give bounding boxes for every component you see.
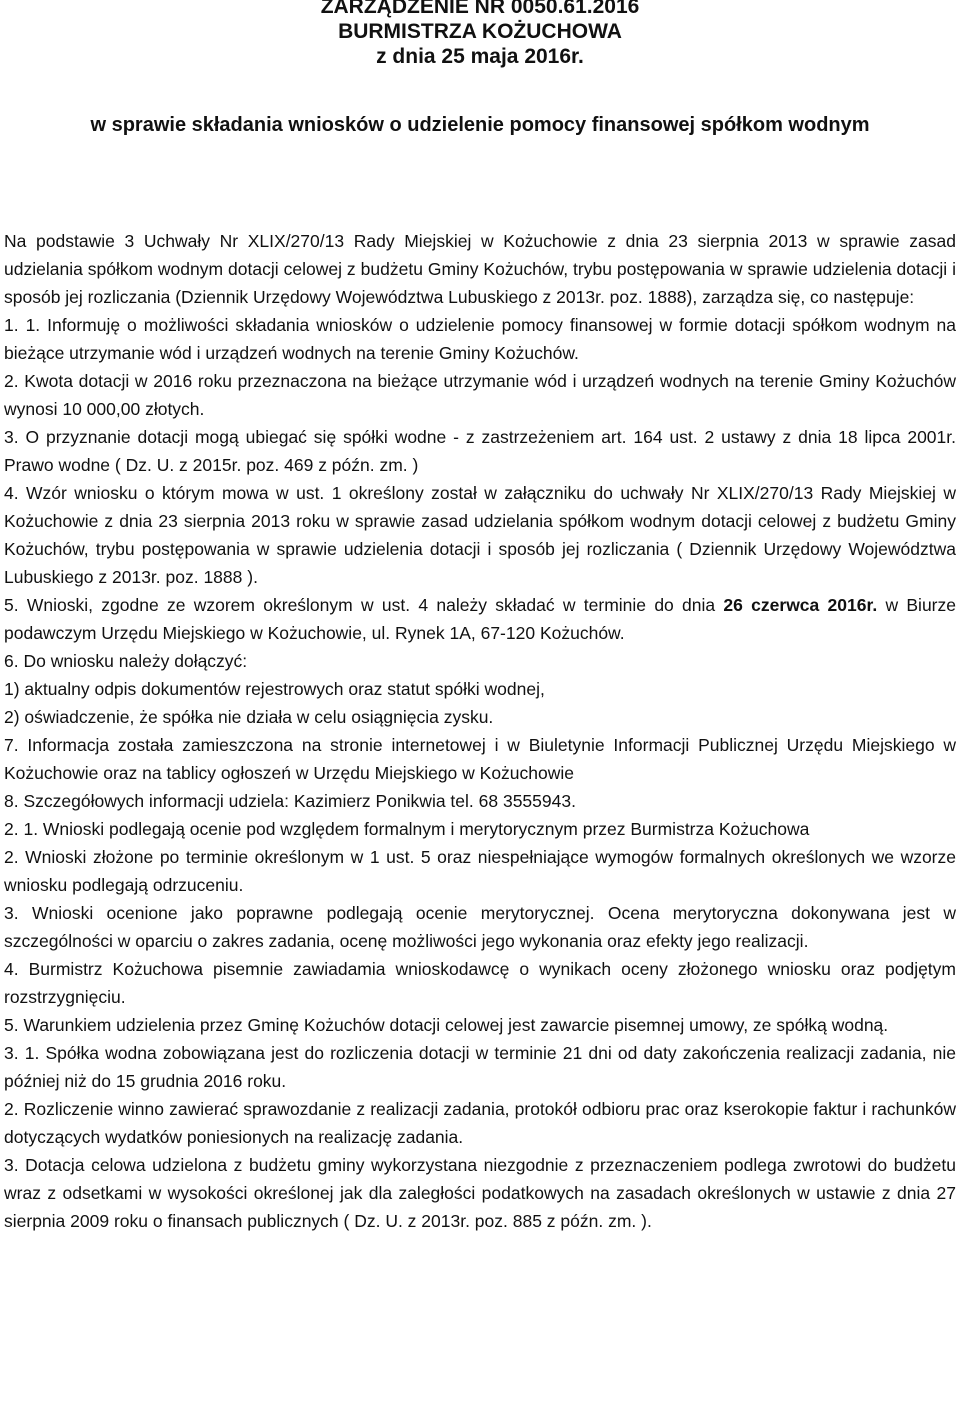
section3-item3: 3. Dotacja celowa udzielona z budżetu gminy wykorzystana niezgodnie z przeznaczeniem podlega zwrotowi do budżetu wraz z odsetkami w wysokości określonej jak dla zaległości podatkowych na zasadach określonych w ustawie z dnia 27 sierpnia 2009 roku o finansach publicznych ( Dz. U. z 2013r. poz. 885 z późn. zm. ). (4, 1155, 956, 1231)
header-authority: BURMISTRZA KOŻUCHOWA (338, 20, 622, 43)
deadline-date: 26 czerwca 2016r. (723, 595, 878, 615)
header-title: ZARZĄDZENIE NR 0050.61.2016 (320, 0, 640, 18)
section1-item5-location: w Biurze podawczym Urzędu Miejskiego w Kożuchowie, ul. Rynek 1A, 67-120 Kożuchów. (4, 595, 956, 643)
section1-item3: 3. O przyznanie dotacji mogą ubiegać się spółki wodne - z zastrzeżeniem art. 164 ust. 2 ustawy z dnia 18 lipca 2001r. Prawo wodne ( Dz. U. z 2015r. poz. 469 z późn. zm. ) (4, 427, 956, 475)
attachment-item1: 1) aktualny odpis dokumentów rejestrowych oraz statut spółki wodnej, (4, 679, 545, 699)
section2-item5: 5. Warunkiem udzielenia przez Gminę Kożuchów dotacji celowej jest zawarcie pisemnej umowy, ze spółką wodną. (4, 1015, 889, 1035)
attachment-item2: 2) oświadczenie, że spółka nie działa w celu osiągnięcia zysku. (4, 707, 494, 727)
document-body (4, 227, 956, 1235)
document-subject: w sprawie składania wniosków o udzielenie pomocy finansowej spółkom wodnym (90, 114, 870, 136)
section2-item2: 2. Wnioski złożone po terminie określonym w 1 ust. 5 oraz niespełniające wymogów formalnych określonych we wzorze wniosku podlegają odrzuceniu. (4, 847, 956, 895)
section1-item7: 7. Informacja została zamieszczona na stronie internetowej i w Biuletynie Informacji Publicznej Urzędu Miejskiego w Kożuchowie oraz na tablicy ogłoszeń w Urzędu Miejskiego w Kożuchowie (4, 735, 956, 783)
section1-item6: 6. Do wniosku należy dołączyć: (4, 651, 248, 671)
section1-item4: 4. Wzór wniosku o którym mowa w ust. 1 określony został w załączniku do uchwały Nr XLIX/270/13 Rady Miejskiej w Kożuchowie z dnia 23 sierpnia 2013 roku w sprawie zasad udzielania spółkom wodnym dotacji celowej z budżetu Gminy Kożuchów, trybu postępowania w sprawie udzielenia dotacji i sposób jej rozliczania ( Dziennik Urzędowy Województwa Lubuskiego z 2013r. poz. 1888 ). (4, 483, 956, 587)
section3-item2: 2. Rozliczenie winno zawierać sprawozdanie z realizacji zadania, protokół odbioru prac oraz kserokopie faktur i rachunków dotyczących wydatków poniesionych na realizację zadania. (4, 1099, 956, 1147)
section1-item2: 2. Kwota dotacji w 2016 roku przeznaczona na bieżące utrzymanie wód i urządzeń wodnych na terenie Gminy Kożuchów wynosi 10 000,00 złotych. (4, 371, 956, 419)
section2-item3: 3. Wnioski ocenione jako poprawne podlegają ocenie merytorycznej. Ocena merytoryczna dokonywana jest w szczególności w oparciu o zakres zadania, ocenę możliwości jego wykonania oraz efekty jego realizacji. (4, 903, 956, 951)
section1-item8: 8. Szczegółowych informacji udziela: Kazimierz Ponikwia tel. 68 3555943. (4, 791, 576, 811)
section1-item5-text: 5. Wnioski, zgodne ze wzorem określonym w ust. 4 należy składać w terminie do dnia (4, 595, 724, 615)
section3-item1: 3. 1. Spółka wodna zobowiązana jest do rozliczenia dotacji w terminie 21 dni od daty zakończenia realizacji zadania, nie później niż do 15 grudnia 2016 roku. (4, 1043, 956, 1091)
section1-item5 (4, 591, 956, 647)
section1-item1: 1. 1. Informuję o możliwości składania wniosków o udzielenie pomocy finansowej w formie dotacji spółkom wodnym na bieżące utrzymanie wód i urządzeń wodnych na terenie Gminy Kożuchów. (4, 315, 956, 363)
section2-item1: 2. 1. Wnioski podlegają ocenie pod względem formalnym i merytorycznym przez Burmistrza Kożuchowa (4, 819, 810, 839)
intro-paragraph: Na podstawie 3 Uchwały Nr XLIX/270/13 Rady Miejskiej w Kożuchowie z dnia 23 sierpnia 2013 w sprawie zasad udzielania spółkom wodnym dotacji celowej z budżetu Gminy Kożuchów, trybu postępowania w sprawie udzielenia dotacji i sposób jej rozliczania (Dziennik Urzędowy Województwa Lubuskiego z 2013r. poz. 1888), zarządza się, co następuje: (4, 231, 956, 307)
section2-item4: 4. Burmistrz Kożuchowa pisemnie zawiadamia wnioskodawcę o wynikach oceny złożonego wniosku oraz podjętym rozstrzygnięciu. (4, 959, 956, 1007)
document-header (4, 0, 956, 69)
header-date: z dnia 25 maja 2016r. (376, 45, 584, 68)
